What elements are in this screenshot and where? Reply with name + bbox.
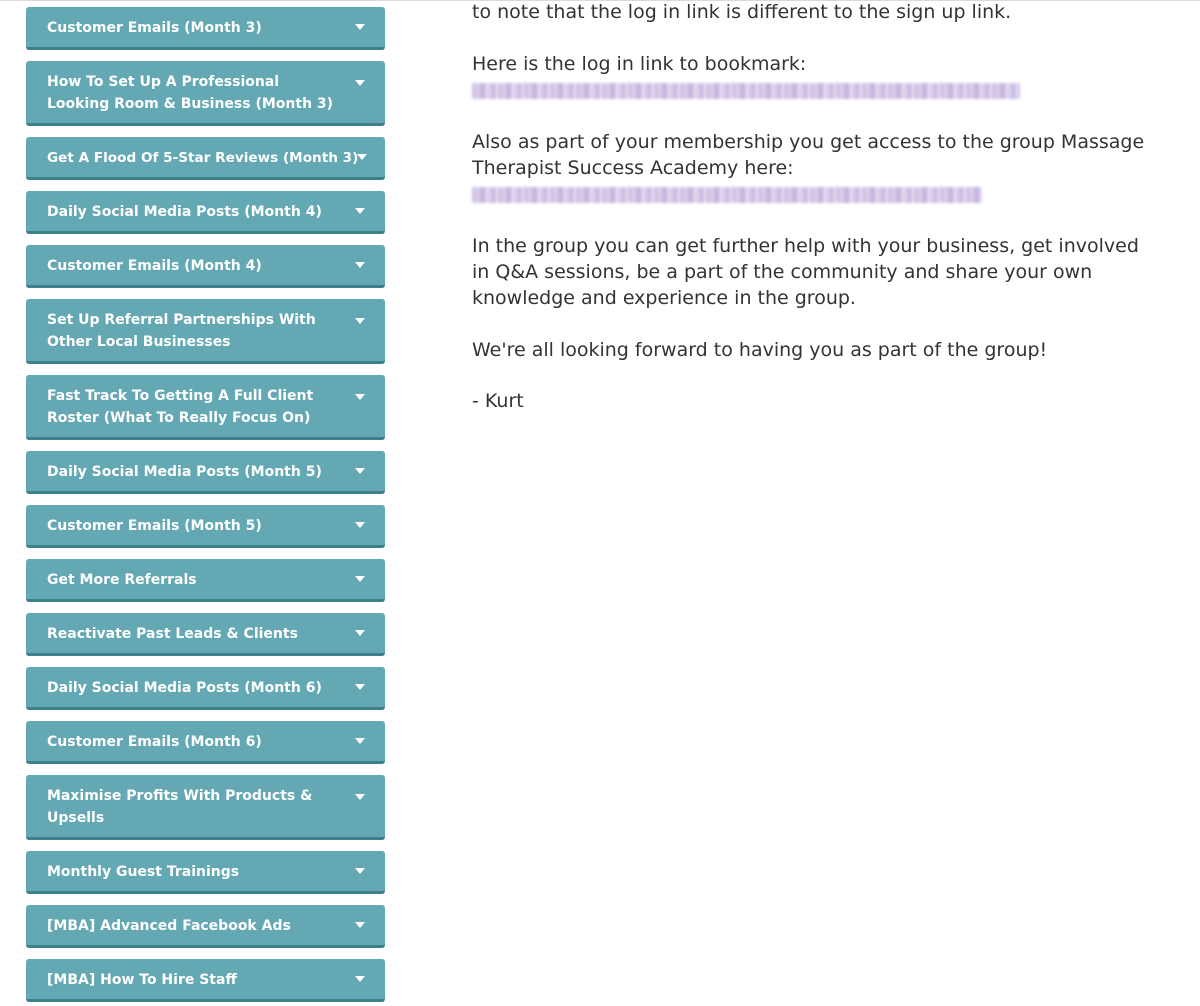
module-social-media-month-5[interactable] [26,451,385,494]
caret-down-icon[interactable] [355,922,365,928]
module-label: Set Up Referral Partnerships With Other Local Businesses [47,312,316,350]
module-advanced-facebook-ads[interactable] [26,905,385,948]
course-module-list [26,7,385,1002]
module-label: Daily Social Media Posts (Month 6) [47,680,322,696]
module-maximise-profits[interactable] [26,775,385,840]
caret-down-icon[interactable] [355,80,365,86]
module-label: Fast Track To Getting A Full Client Roster (What To Really Focus On) [47,388,314,426]
caret-down-icon[interactable] [355,576,365,582]
caret-down-icon[interactable] [355,684,365,690]
login-link[interactable] [472,83,1020,99]
caret-down-icon[interactable] [355,522,365,528]
group-link-block [472,129,1152,203]
module-reactivate-past-leads[interactable] [26,613,385,656]
signature: - Kurt [472,390,524,412]
module-fast-track-client-roster[interactable] [26,375,385,440]
module-customer-emails-month-6[interactable] [26,721,385,764]
module-label: Customer Emails (Month 3) [47,20,262,36]
caret-down-icon[interactable] [355,394,365,400]
caret-down-icon[interactable] [357,154,367,160]
login-link-intro: Here is the log in link to bookmark: [472,53,807,75]
module-customer-emails-month-4[interactable] [26,245,385,288]
caret-down-icon[interactable] [355,738,365,744]
group-intro: Also as part of your membership you get access to the group Massage Therapist Success Academy here: [472,131,1145,179]
group-link[interactable] [472,187,982,203]
module-label: Customer Emails (Month 5) [47,518,262,534]
module-label: Customer Emails (Month 6) [47,734,262,750]
caret-down-icon[interactable] [355,976,365,982]
caret-down-icon[interactable] [355,468,365,474]
module-customer-emails-month-5[interactable] [26,505,385,548]
caret-down-icon[interactable] [355,794,365,800]
caret-down-icon[interactable] [355,868,365,874]
caret-down-icon[interactable] [355,318,365,324]
module-social-media-month-4[interactable] [26,191,385,234]
module-how-to-hire-staff[interactable] [26,959,385,1002]
login-link-block [472,51,1152,99]
group-help-text: In the group you can get further help with your business, get involved in Q&A sessions, be a part of the community and share your own knowledge and experience in the group. [472,235,1139,309]
looking-forward-text: We're all looking forward to having you as part of the group! [472,339,1048,361]
module-label: How To Set Up A Professional Looking Room & Business (Month 3) [47,74,334,112]
module-professional-room-month-3[interactable] [26,61,385,126]
module-customer-emails-month-3[interactable] [26,7,385,50]
caret-down-icon[interactable] [355,262,365,268]
module-label: Reactivate Past Leads & Clients [47,626,298,642]
module-5-star-reviews-month-3[interactable] [26,137,385,180]
caret-down-icon[interactable] [355,208,365,214]
module-referral-partnerships[interactable] [26,299,385,364]
module-label: Maximise Profits With Products & Upsells [47,788,313,826]
caret-down-icon[interactable] [355,24,365,30]
caret-down-icon[interactable] [355,630,365,636]
module-label: Daily Social Media Posts (Month 5) [47,464,322,480]
module-social-media-month-6[interactable] [26,667,385,710]
module-label: Daily Social Media Posts (Month 4) [47,204,322,220]
module-monthly-guest-trainings[interactable] [26,851,385,894]
module-label: [MBA] Advanced Facebook Ads [47,918,291,934]
module-label: [MBA] How To Hire Staff [47,972,237,988]
module-label: Get More Referrals [47,572,197,588]
module-get-more-referrals[interactable] [26,559,385,602]
module-label: Customer Emails (Month 4) [47,258,262,274]
module-label: Get A Flood Of 5-Star Reviews (Month 3) [47,150,359,166]
intro-line: to note that the log in link is different to the sign up link. [472,1,1012,23]
module-label: Monthly Guest Trainings [47,864,240,880]
